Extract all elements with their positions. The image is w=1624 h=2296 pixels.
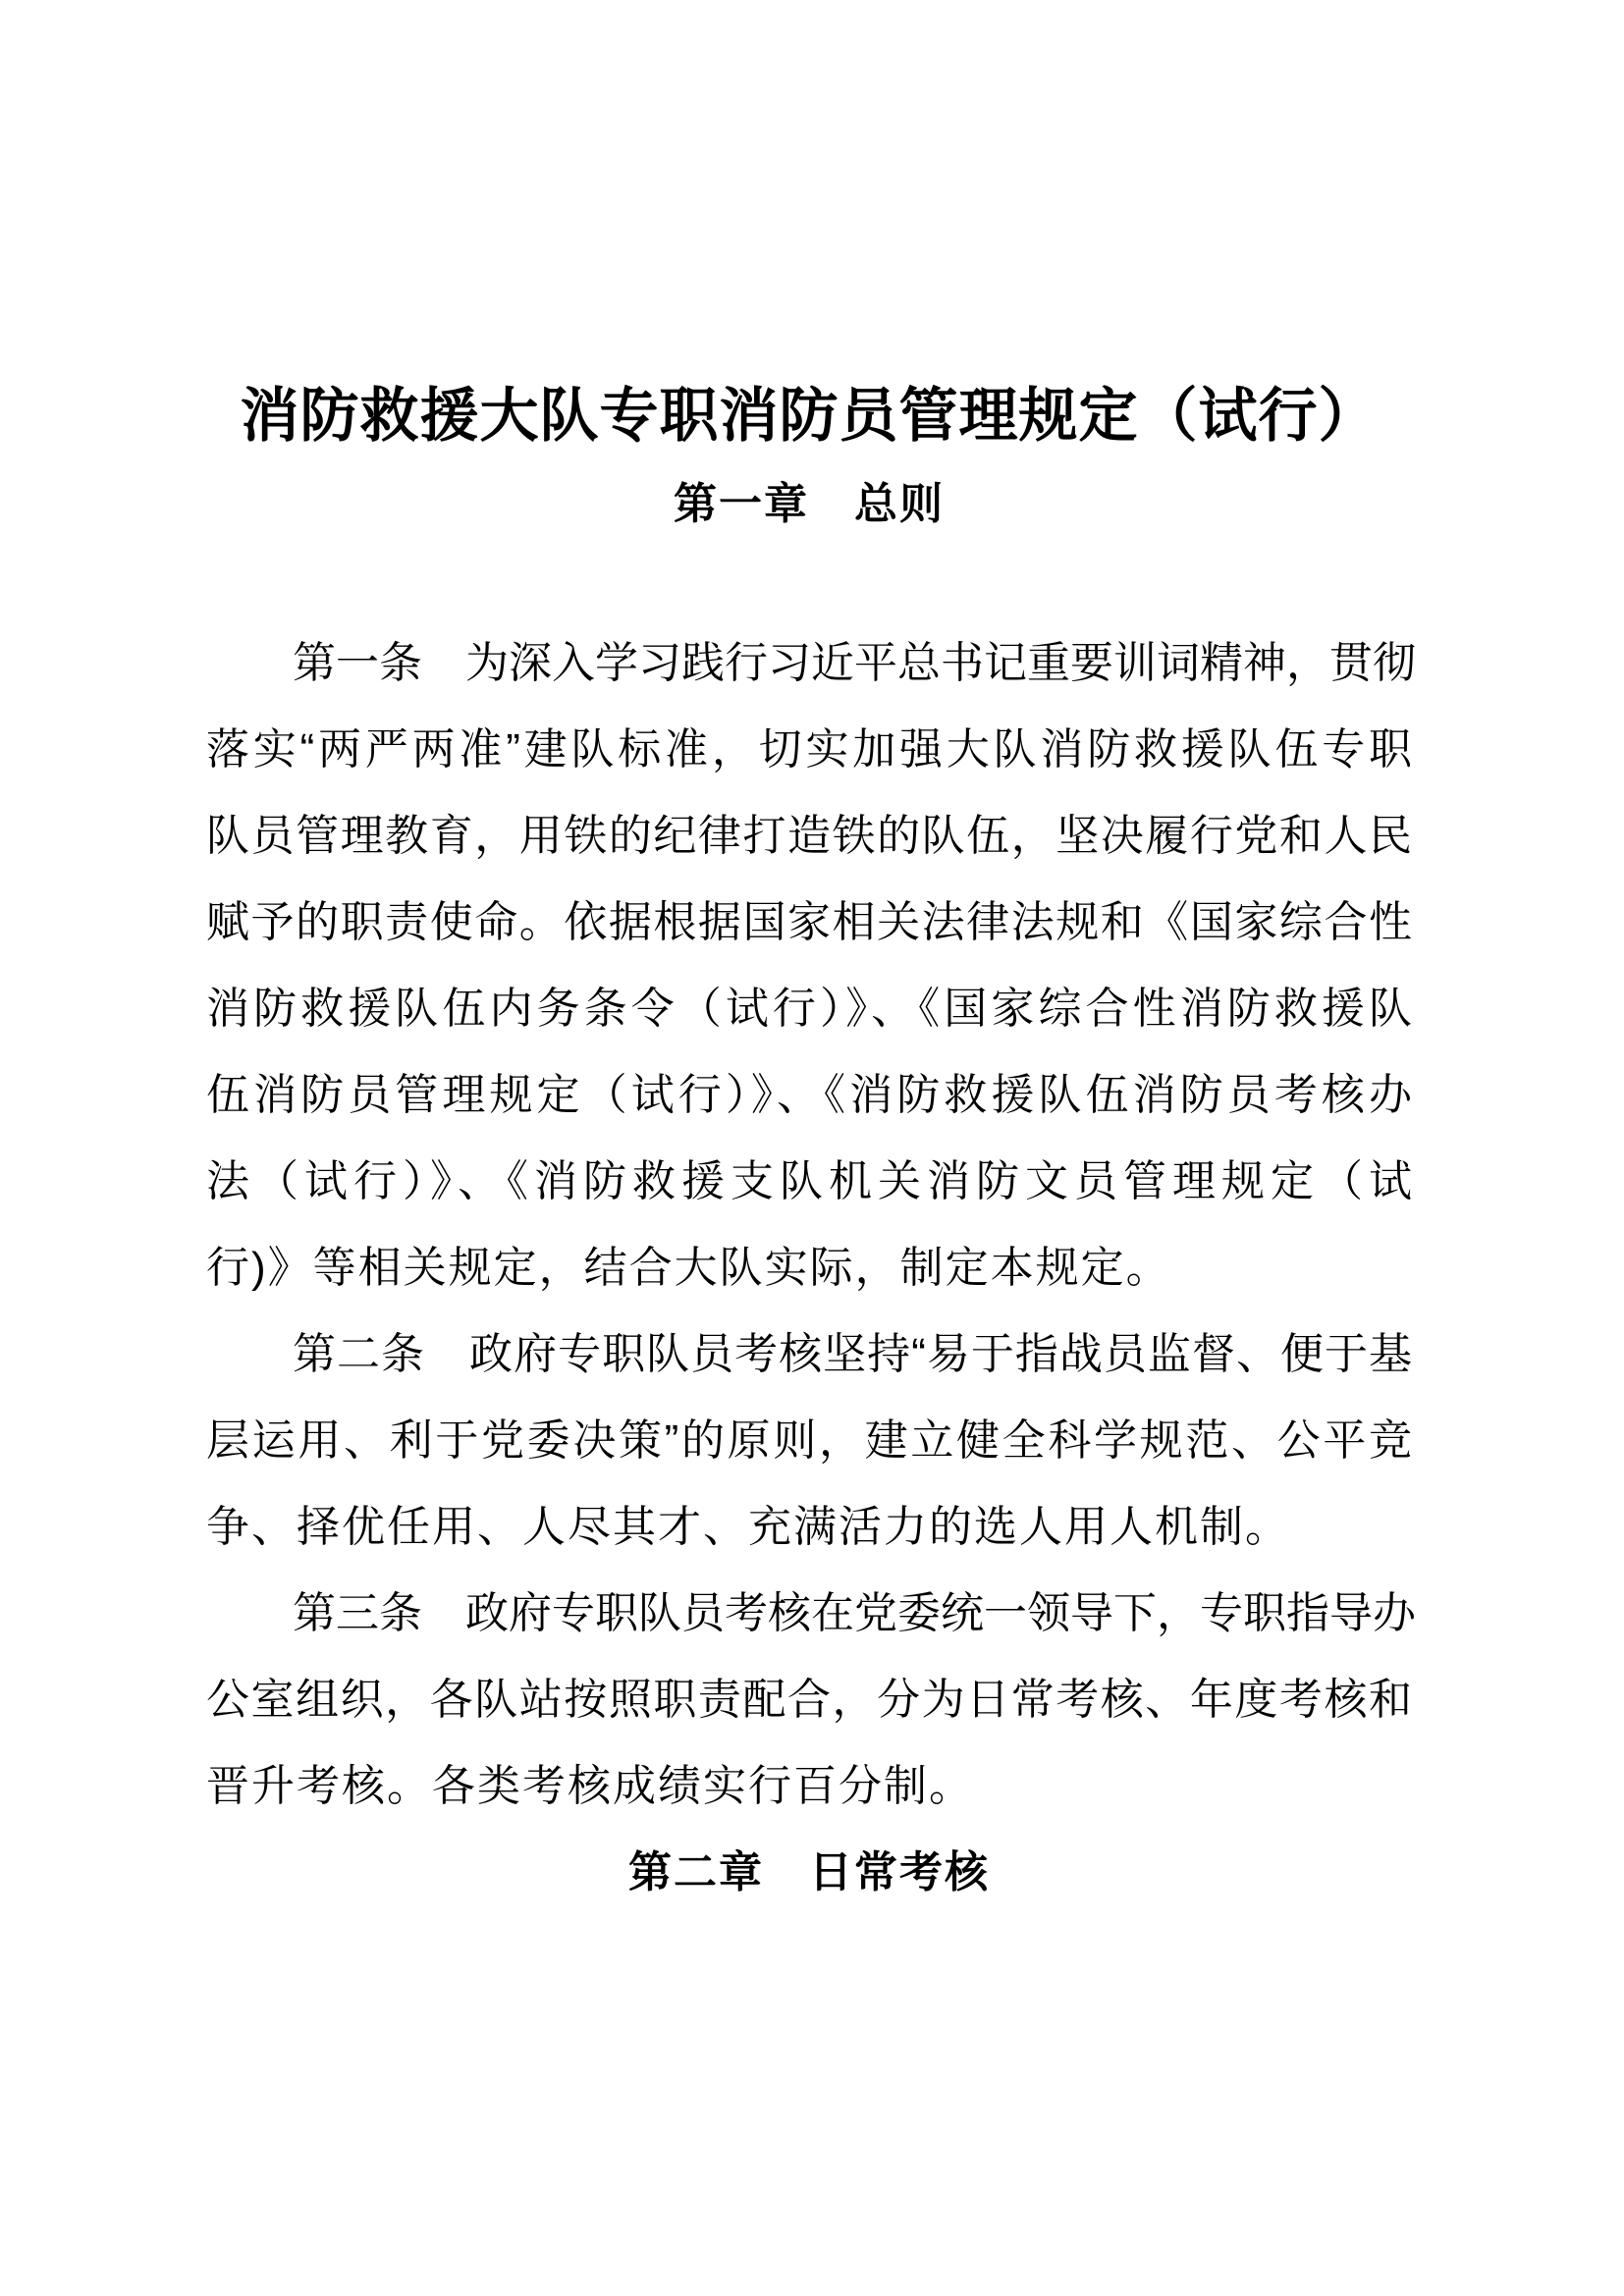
body-line: 层运用、利于党委决策”的原则，建立健全科学规范、公平竞 [206,1416,1412,1465]
body-line: 争、择优任用、人尽其才、充满活力的选人用人机制。 [206,1503,1290,1551]
body-line: 伍消防员管理规定（试行）》、《消防救援队伍消防员考核办 [206,1071,1412,1119]
chapter-1-heading: 第一章 总则 [674,480,945,528]
body-line: 第二条 政府专职队员考核坚持“易于指战员监督、便于基 [293,1330,1412,1378]
body-line: 队员管理教育，用铁的纪律打造铁的队伍，坚决履行党和人民 [206,812,1412,860]
body-line: 赋予的职责使命。依据根据国家相关法律法规和《国家综合性 [206,898,1412,946]
chapter-2-heading: 第二章 日常考核 [628,1848,990,1896]
body-line: 行)》等相关规定，结合大队实际，制定本规定。 [206,1244,1171,1292]
body-line: 第三条 政府专职队员考核在党委统一领导下，专职指导办 [293,1589,1416,1637]
paragraph-3 [206,1571,1416,1830]
body-line: 法（试行）》、《消防救援支队机关消防文员管理规定（试 [206,1157,1412,1205]
paragraph-1 [206,620,1416,1311]
body-line: 落实“两严两准”建队标准，切实加强大队消防救援队伍专职 [206,725,1412,774]
body-line: 公室组织，各队站按照职责配合，分为日常考核、年度考核和 [206,1676,1412,1724]
document-body [206,620,1416,1916]
paragraph-2 [206,1311,1412,1571]
body-line: 消防救援队伍内务条令（试行）》、《国家综合性消防救援队 [206,985,1412,1033]
body-line: 第一条 为深入学习践行习近平总书记重要训词精神，贯彻 [293,639,1416,687]
document-title: 消防救援大队专职消防员管理规定（试行） [240,383,1379,449]
body-line: 晋升考核。各类考核成绩实行百分制。 [206,1762,974,1810]
document-content [206,0,1416,1916]
